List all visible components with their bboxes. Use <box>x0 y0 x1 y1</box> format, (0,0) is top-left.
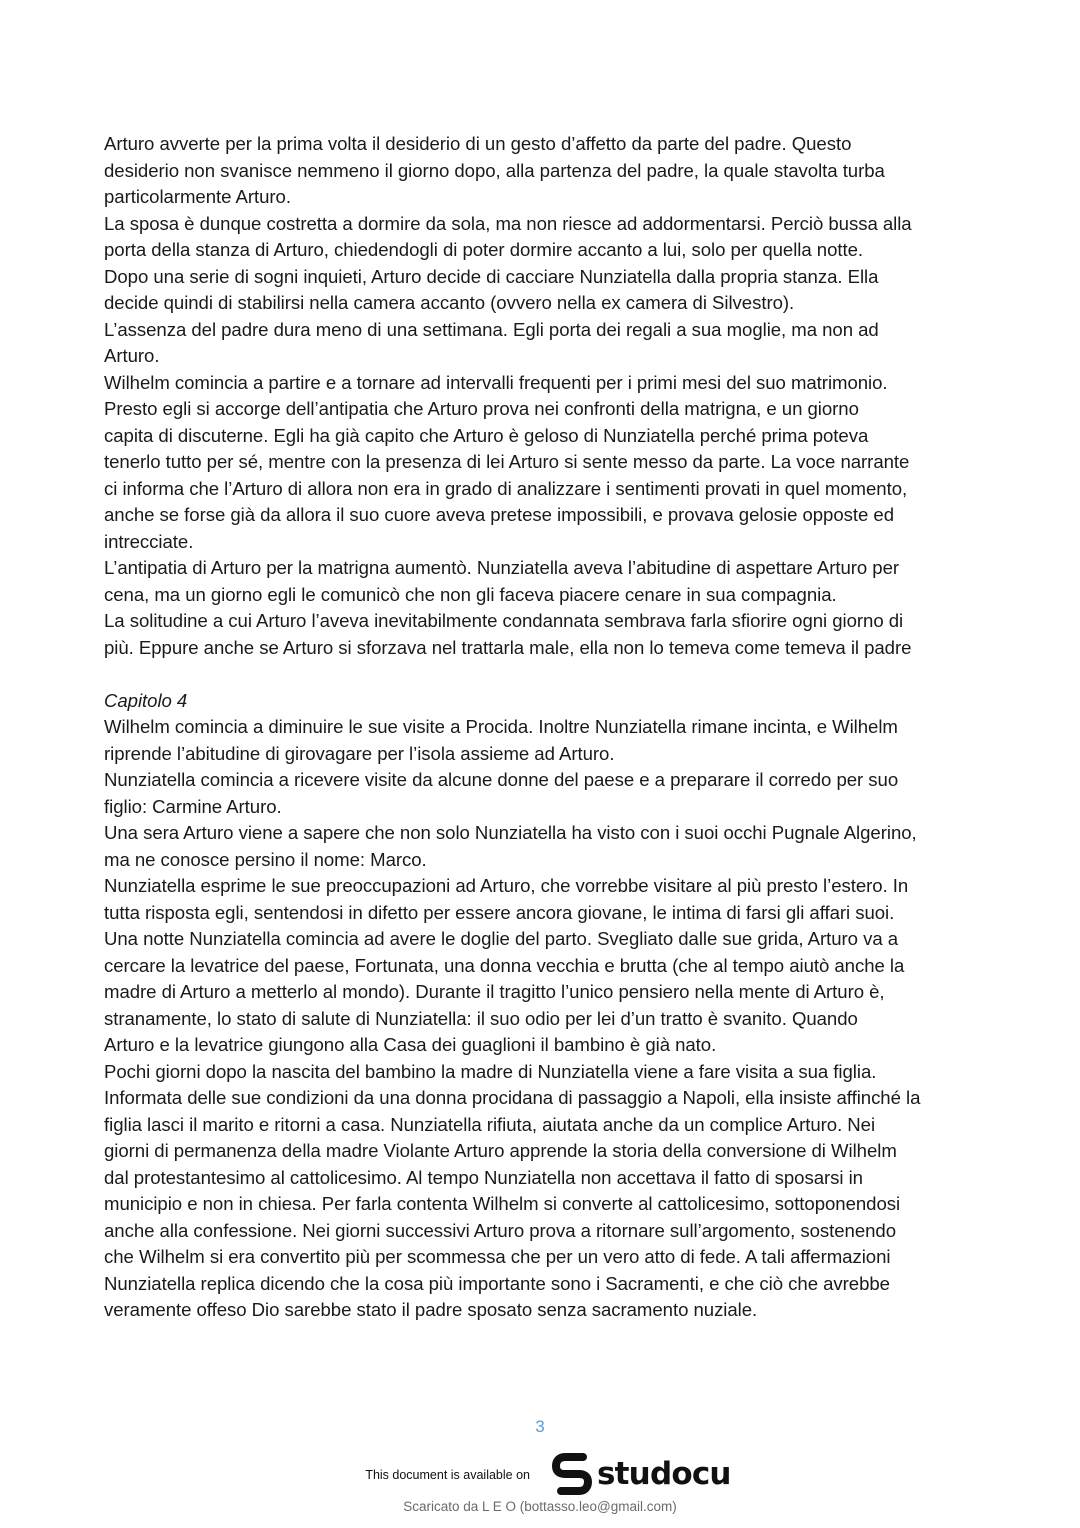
paragraph: Arturo avverte per la prima volta il desiderio di un gesto d’affetto da parte del padre. Questo desiderio non svanisce nemmeno il giorno dopo, alla partenza del padre, la quale stavolta turba particolarmente Arturo. <box>104 133 885 207</box>
chapter-heading: Capitolo 4 <box>104 689 188 711</box>
blank-line-spacer <box>104 661 984 688</box>
studocu-availability-banner <box>0 1452 1080 1496</box>
page-number: 3 <box>535 1417 545 1436</box>
paragraph: La sposa è dunque costretta a dormire da sola, ma non riesce ad addormentarsi. Perciò bussa alla porta della stanza di Arturo, chiedendogli di poter dormire accanto a lui, solo per quella notte. <box>104 212 912 260</box>
paragraph: L’assenza del padre dura meno di una settimana. Egli porta dei regali a sua moglie, ma non ad Arturo. <box>104 318 879 366</box>
studocu-logo-link[interactable] <box>552 1452 731 1496</box>
studocu-logo-icon <box>552 1452 592 1496</box>
document-body <box>104 131 984 1324</box>
download-credit: Scaricato da L E O (bottasso.leo@gmail.com) <box>403 1499 677 1514</box>
studocu-brand-name: studocu <box>597 1456 731 1492</box>
paragraph: La solitudine a cui Arturo l’aveva inevitabilmente condannata sembrava farla sfiorire ogni giorno di più. Eppure anche se Arturo si sforzava nel trattarla male, ella non lo temeva come temeva il padre <box>104 610 912 658</box>
availability-text: This document is available on <box>365 1468 530 1482</box>
paragraph: Wilhelm comincia a partire e a tornare ad intervalli frequenti per i primi mesi del suo matrimonio. Presto egli si accorge dell’antipatia che Arturo prova nei confronti della matrigna, e un giorno capita di discuterne. Egli ha già capito che Arturo è geloso di Nunziatella perché prima poteva tenerlo tutto per sé, mentre con la presenza di lei Arturo si sente messo da parte. La voce narrante ci informa che l’Arturo di allora non era in grado di analizzare i sentimenti provati in quel momento, anche se forse già da allora il suo cuore aveva pretese impossibili, e provava gelosie opposte ed intrecciate. <box>104 371 910 552</box>
paragraph: Pochi giorni dopo la nascita del bambino la madre di Nunziatella viene a fare visita a sua figlia. Informata delle sue condizioni da una donna procidana di passaggio a Napoli, ella insiste affinché la figlia lasci il marito e ritorni a casa. Nunziatella rifiuta, aiutata anche da un complice Arturo. Nei giorni di permanenza della madre Violante Arturo apprende la storia della conversione di Wilhelm dal protestantesimo al cattolicesimo. Al tempo Nunziatella non accettava il fatto di sposarsi in municipio e non in chiesa. Per farla contenta Wilhelm si converte al cattolicesimo, sottoponendosi anche alla confessione. Nei giorni successivi Arturo prova a ritornare sull’argomento, sostenendo che Wilhelm si era convertito più per scommessa che per un vero atto di fede. A tali affermazioni Nunziatella replica dicendo che la cosa più importante sono i Sacramenti, e che ciò che avrebbe veramente offeso Dio sarebbe stato il padre sposato senza sacramento nuziale. <box>104 1060 921 1320</box>
paragraph: Nunziatella comincia a ricevere visite da alcune donne del paese e a preparare il corredo per suo figlio: Carmine Arturo. <box>104 769 899 817</box>
paragraph: Dopo una serie di sogni inquieti, Arturo decide di cacciare Nunziatella dalla propria stanza. Ella decide quindi di stabilirsi nella camera accanto (ovvero nella ex camera di Silvestro). <box>104 265 879 313</box>
paragraph: L’antipatia di Arturo per la matrigna aumentò. Nunziatella aveva l’abitudine di aspettare Arturo per cena, ma un giorno egli le comunicò che non gli faceva piacere cenare in sua compagnia. <box>104 557 900 605</box>
paragraph: Una sera Arturo viene a sapere che non solo Nunziatella ha visto con i suoi occhi Pugnale Algerino, ma ne conosce persino il nome: Marco. <box>104 822 917 870</box>
paragraph: Una notte Nunziatella comincia ad avere le doglie del parto. Svegliato dalle sue grida, Arturo va a cercare la levatrice del paese, Fortunata, una donna vecchia e brutta (che al tempo aiutò anche la madre di Arturo a metterlo al mondo). Durante il tragitto l’unico pensiero nella mente di Arturo è, stranamente, lo stato di salute di Nunziatella: il suo odio per lei d’un tratto è svanito. Quando Arturo e la levatrice giungono alla Casa dei guaglioni il bambino è già nato. <box>104 928 905 1055</box>
paragraph: Nunziatella esprime le sue preoccupazioni ad Arturo, che vorrebbe visitare al più presto l’estero. In tutta risposta egli, sentendosi in difetto per essere ancora giovane, le intima di farsi gli affari suoi. <box>104 875 909 923</box>
paragraph: Wilhelm comincia a diminuire le sue visite a Procida. Inoltre Nunziatella rimane incinta, e Wilhelm riprende l’abitudine di girovagare per l’isola assieme ad Arturo. <box>104 716 898 764</box>
